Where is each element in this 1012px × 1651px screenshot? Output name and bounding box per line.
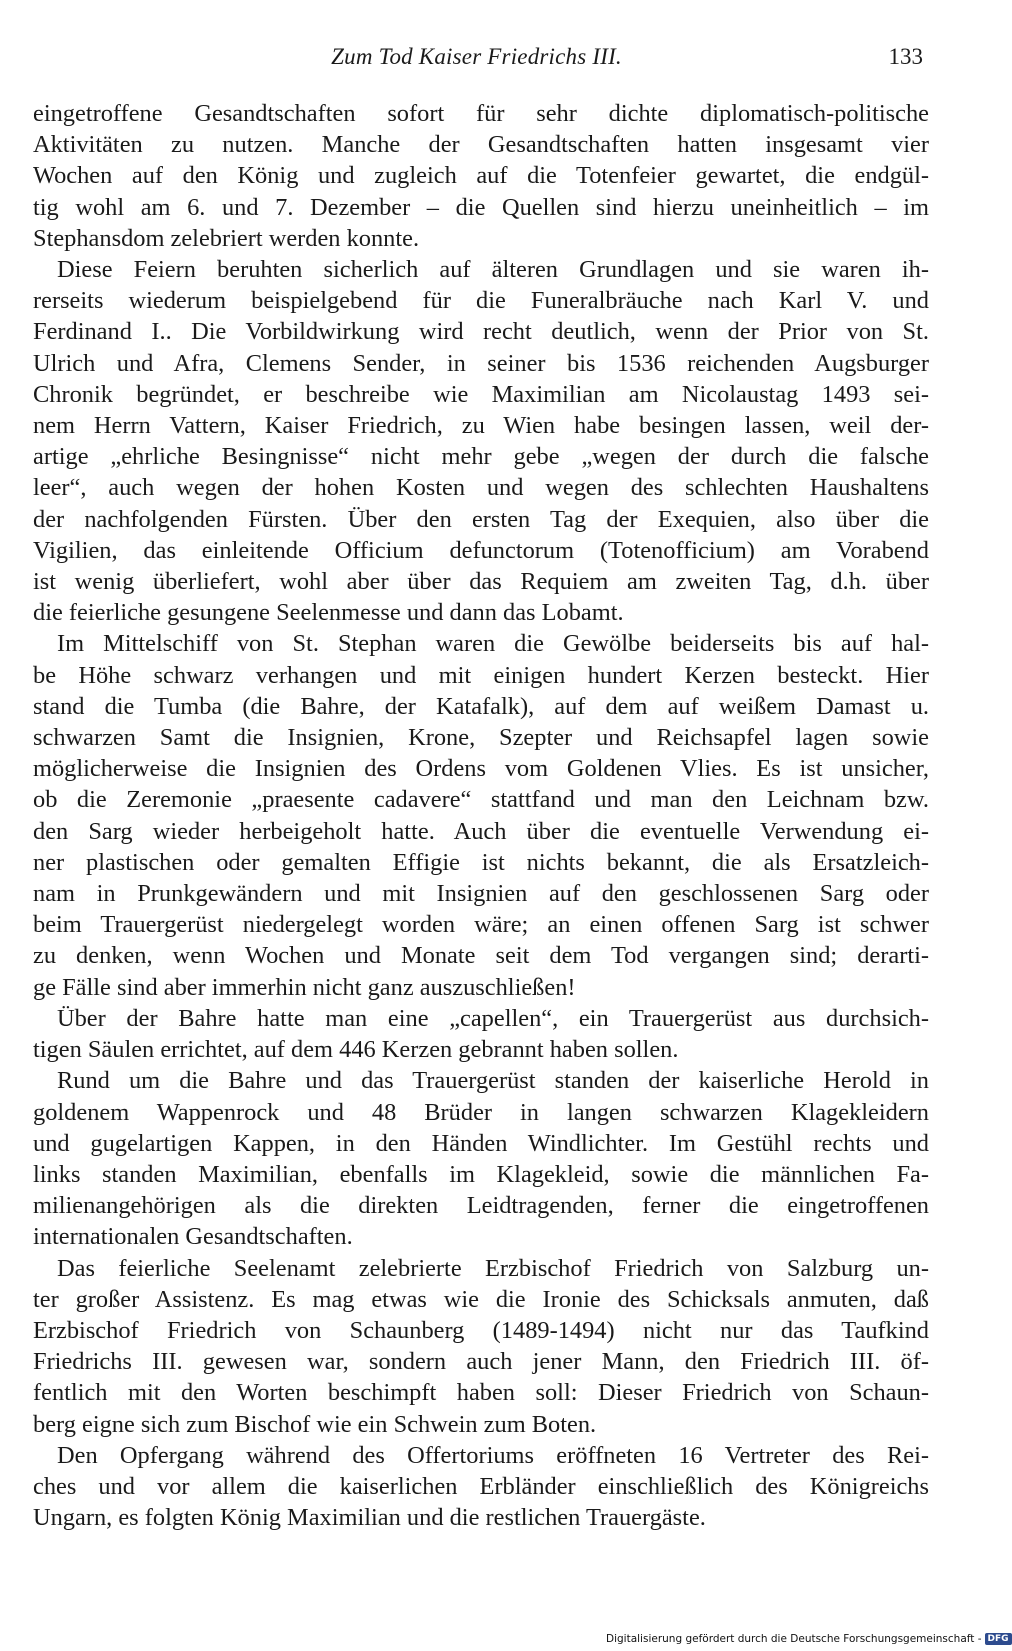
paragraph-1	[33, 98, 929, 254]
text-line: nam in Prunkgewändern und mit Insignien auf den geschlossenen Sarg oder	[33, 880, 929, 908]
text-line: nem Herrn Vattern, Kaiser Friedrich, zu Wien habe besingen lassen, weil der-	[33, 412, 929, 440]
text-line: ches und vor allem die kaiserlichen Erbländer einschließlich des Königreichs	[33, 1472, 929, 1500]
text-line: Wochen auf den König und zugleich auf die Totenfeier gewartet, die endgül-	[33, 162, 929, 190]
text-line: ter großer Assistenz. Es mag etwas wie die Ironie des Schicksals anmuten, daß	[33, 1285, 929, 1313]
body-text	[33, 98, 929, 1533]
text-line: Aktivitäten zu nutzen. Manche der Gesandtschaften hatten insgesamt vier	[33, 131, 929, 159]
paragraph-7	[33, 1440, 929, 1534]
text-line: ge Fälle sind aber immerhin nicht ganz auszuschließen!	[33, 973, 576, 1001]
paragraph-5	[33, 1065, 929, 1252]
text-line: leer“, auch wegen der hohen Kosten und wegen des schlechten Haushaltens	[33, 474, 929, 502]
text-line: Ungarn, es folgten König Maximilian und die restlichen Trauergäste.	[33, 1504, 706, 1532]
text-line: Ferdinand I.. Die Vorbildwirkung wird recht deutlich, wenn der Prior von St.	[33, 318, 929, 346]
text-line: goldenem Wappenrock und 48 Brüder in langen schwarzen Klagekleidern	[33, 1098, 929, 1126]
digitization-footer	[606, 1630, 1012, 1648]
paragraph-4	[33, 1003, 929, 1065]
text-line: den Sarg wieder herbeigeholt hatte. Auch über die eventuelle Verwendung ei-	[33, 817, 929, 845]
text-line: tig wohl am 6. und 7. Dezember – die Quellen sind hierzu uneinheitlich – im	[33, 193, 929, 221]
page-header	[30, 44, 923, 78]
text-line: Chronik begründet, er beschreibe wie Maximilian am Nicolaustag 1493 sei-	[33, 380, 929, 408]
paragraph-6	[33, 1253, 929, 1440]
text-line: Erzbischof Friedrich von Schaunberg (1489-1494) nicht nur das Taufkind	[33, 1316, 929, 1344]
text-line: links standen Maximilian, ebenfalls im Klagekleid, sowie die männlichen Fa-	[33, 1160, 929, 1188]
text-line: Ulrich und Afra, Clemens Sender, in seiner bis 1536 reichenden Augsburger	[33, 349, 929, 377]
text-line: ner plastischen oder gemalten Effigie ist nichts bekannt, die als Ersatzleich-	[33, 848, 929, 876]
text-line: und gugelartigen Kappen, in den Händen Windlichter. Im Gestühl rechts und	[33, 1129, 929, 1157]
page-number: 133	[888, 44, 923, 69]
dfg-logo-icon: DFG	[985, 1633, 1012, 1645]
text-line: zu denken, wenn Wochen und Monate seit dem Tod vergangen sind; derarti-	[33, 942, 929, 970]
text-line: tigen Säulen errichtet, auf dem 446 Kerzen gebrannt haben sollen.	[33, 1036, 679, 1064]
text-line: berg eigne sich zum Bischof wie ein Schwein zum Boten.	[33, 1410, 597, 1438]
paragraph-3	[33, 628, 929, 1002]
text-line: ob die Zeremonie „praesente cadavere“ stattfand und man den Leichnam bzw.	[33, 786, 929, 814]
text-line: Den Opfergang während des Offertoriums eröffneten 16 Vertreter des Rei-	[57, 1441, 929, 1469]
text-line: internationalen Gesandtschaften.	[33, 1223, 353, 1251]
text-line: Diese Feiern beruhten sicherlich auf älteren Grundlagen und sie waren ih-	[57, 256, 929, 284]
text-line: Stephansdom zelebriert werden konnte.	[33, 224, 420, 252]
footer-text: Digitalisierung gefördert durch die Deutsche Forschungsgemeinschaft -	[606, 1633, 982, 1645]
text-line: Über der Bahre hatte man eine „capellen“, ein Trauergerüst aus durchsich-	[57, 1004, 929, 1032]
text-line: fentlich mit den Worten beschimpft haben soll: Dieser Friedrich von Schaun-	[33, 1379, 929, 1407]
text-line: die feierliche gesungene Seelenmesse und dann das Lobamt.	[33, 599, 624, 627]
text-line: Im Mittelschiff von St. Stephan waren die Gewölbe beiderseits bis auf hal-	[57, 630, 929, 658]
text-line: der nachfolgenden Fürsten. Über den ersten Tag der Exequien, also über die	[33, 505, 929, 533]
text-line: rerseits wiederum beispielgebend für die Funeralbräuche nach Karl V. und	[33, 287, 929, 315]
paragraph-2	[33, 254, 929, 628]
text-line: be Höhe schwarz verhangen und mit einigen hundert Kerzen besteckt. Hier	[33, 661, 929, 689]
text-line: Das feierliche Seelenamt zelebrierte Erzbischof Friedrich von Salzburg un-	[57, 1254, 929, 1282]
text-line: milienangehörigen als die direkten Leidtragenden, ferner die eingetroffenen	[33, 1192, 929, 1220]
text-line: ist wenig überliefert, wohl aber über das Requiem am zweiten Tag, d.h. über	[33, 568, 929, 596]
running-title: Zum Tod Kaiser Friedrichs III.	[331, 44, 622, 69]
text-line: beim Trauergerüst niedergelegt worden wäre; an einen offenen Sarg ist schwer	[33, 911, 929, 939]
text-line: Friedrichs III. gewesen war, sondern auch jener Mann, den Friedrich III. öf-	[33, 1348, 929, 1376]
text-line: artige „ehrliche Besingnisse“ nicht mehr gebe „wegen der durch die falsche	[33, 443, 929, 471]
text-line: schwarzen Samt die Insignien, Krone, Szepter und Reichsapfel lagen sowie	[33, 724, 929, 752]
text-line: stand die Tumba (die Bahre, der Katafalk), auf dem auf weißem Damast u.	[33, 692, 929, 720]
text-line: möglicherweise die Insignien des Ordens vom Goldenen Vlies. Es ist unsicher,	[33, 755, 929, 783]
text-line: Rund um die Bahre und das Trauergerüst standen der kaiserliche Herold in	[57, 1067, 929, 1095]
text-line: eingetroffene Gesandtschaften sofort für sehr dichte diplomatisch-politische	[33, 100, 929, 127]
text-line: Vigilien, das einleitende Officium defunctorum (Totenofficium) am Vorabend	[33, 536, 929, 564]
